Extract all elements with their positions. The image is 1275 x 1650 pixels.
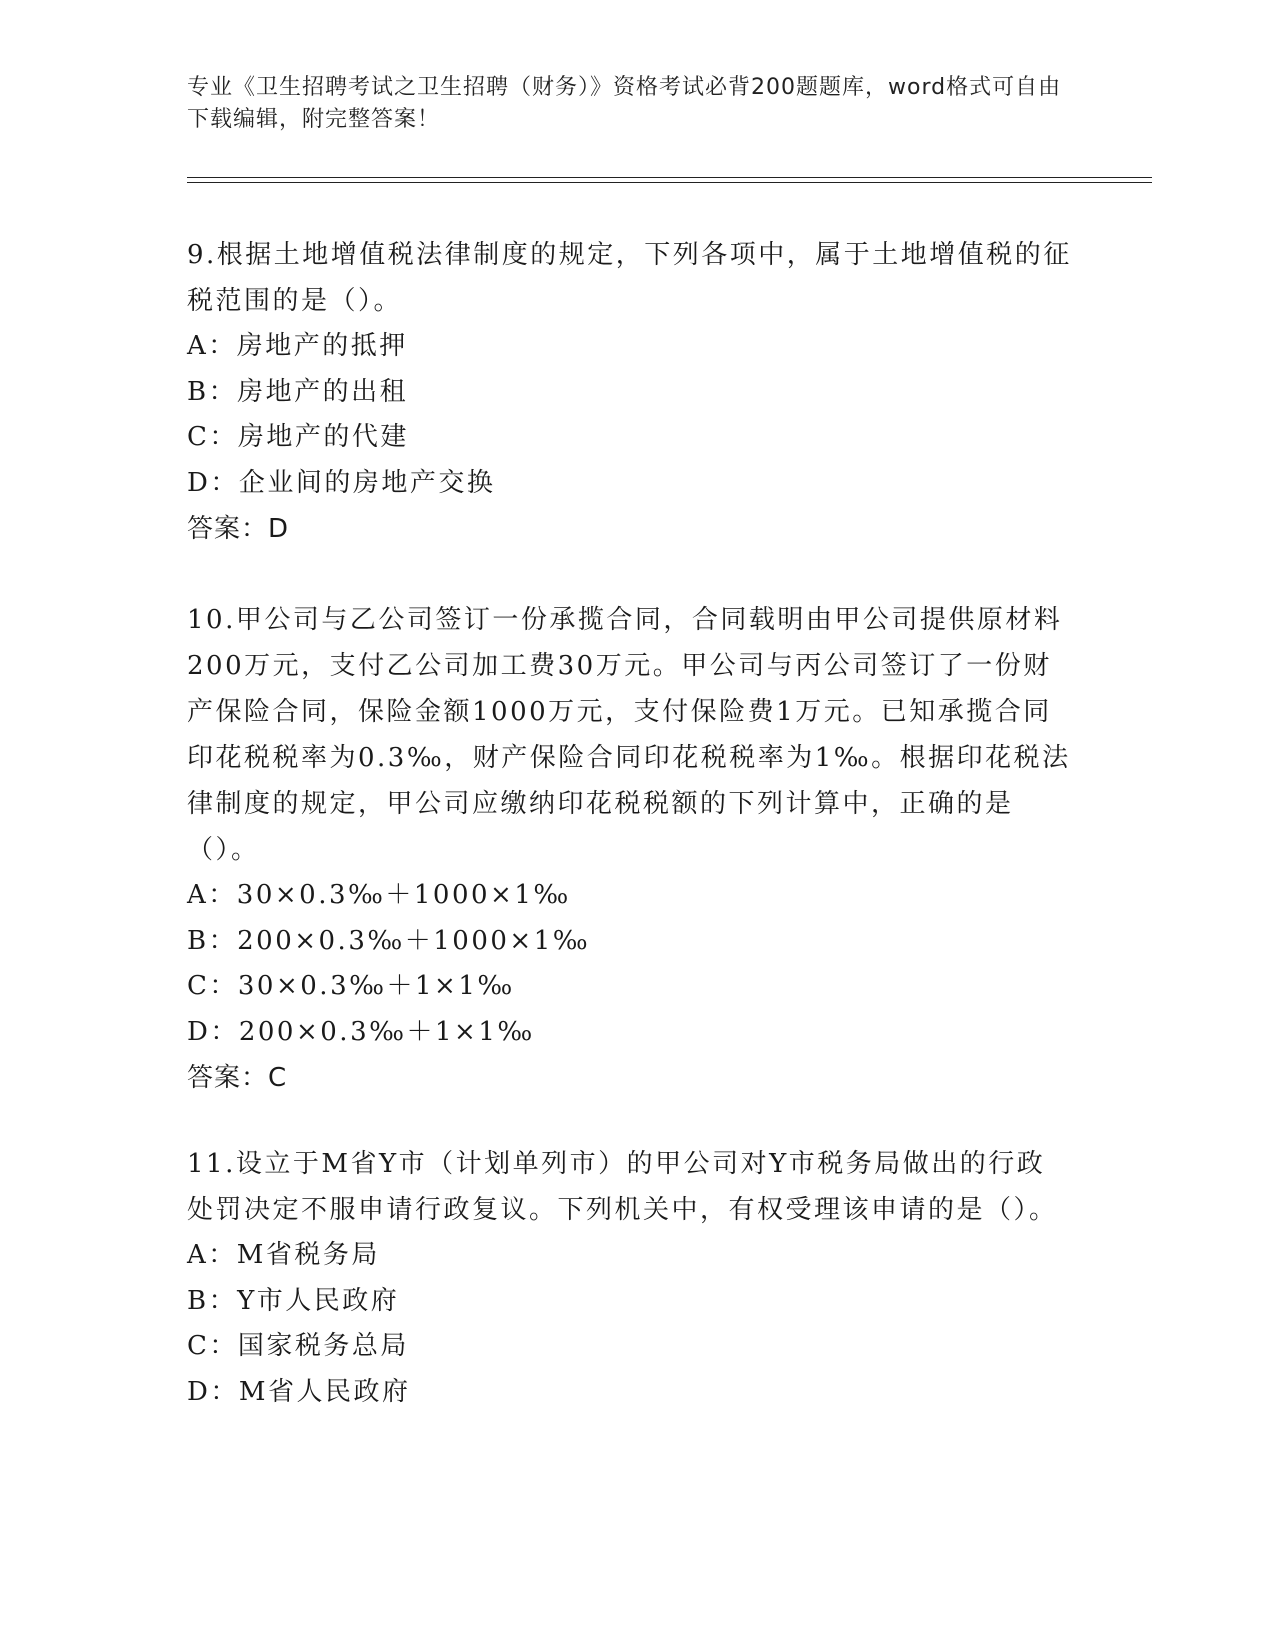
option-d: D：200×0.3‰＋1×1‰	[187, 1016, 535, 1047]
option-c: C：房地产的代建	[187, 422, 409, 452]
option-b: B：房地产的出租	[187, 376, 409, 407]
option-b: B：200×0.3‰＋1000×1‰	[187, 925, 591, 956]
header-divider-top	[187, 177, 1152, 178]
question-9	[187, 232, 1072, 552]
option-a: A：30×0.3‰＋1000×1‰	[187, 880, 571, 910]
question-10	[187, 597, 1072, 1101]
question-stem: 11.设立于M省Y市（计划单列市）的甲公司对Y市税务局做出的行政处罚决定不服申请行政复议。下列机关中，有权受理该申请的是（）。	[187, 1149, 1058, 1225]
question-stem: 9.根据土地增值税法律制度的规定，下列各项中，属于土地增值税的征税范围的是（）。	[187, 240, 1072, 316]
option-d: D：M省人民政府	[187, 1376, 411, 1407]
option-b: B：Y市人民政府	[187, 1285, 400, 1316]
header-divider-bottom	[187, 182, 1152, 183]
option-list	[187, 873, 1072, 1055]
answer-line: 答案：D	[187, 514, 290, 544]
option-list	[187, 324, 1072, 506]
question-11	[187, 1141, 1072, 1415]
question-stem: 10.甲公司与乙公司签订一份承揽合同，合同载明由甲公司提供原材料200万元，支付乙公司加工费30万元。甲公司与丙公司签订了一份财产保险合同，保险金额1000万元，支付保险费1万元。已知承揽合同印花税税率为0.3‰，财产保险合同印花税税率为1‰。根据印花税法律制度的规定，甲公司应缴纳印花税税额的下列计算中，正确的是（）。	[187, 605, 1071, 865]
answer-line: 答案：C	[187, 1063, 288, 1093]
option-a: A：M省税务局	[187, 1240, 380, 1270]
option-list	[187, 1233, 1072, 1415]
document-header: 专业《卫生招聘考试之卫生招聘（财务）》资格考试必背200题题库，word格式可自由下载编辑，附完整答案！	[187, 75, 1062, 132]
option-c: C：30×0.3‰＋1×1‰	[187, 971, 515, 1001]
option-c: C：国家税务总局	[187, 1331, 409, 1361]
option-d: D：企业间的房地产交换	[187, 467, 496, 498]
option-a: A：房地产的抵押	[187, 331, 408, 361]
